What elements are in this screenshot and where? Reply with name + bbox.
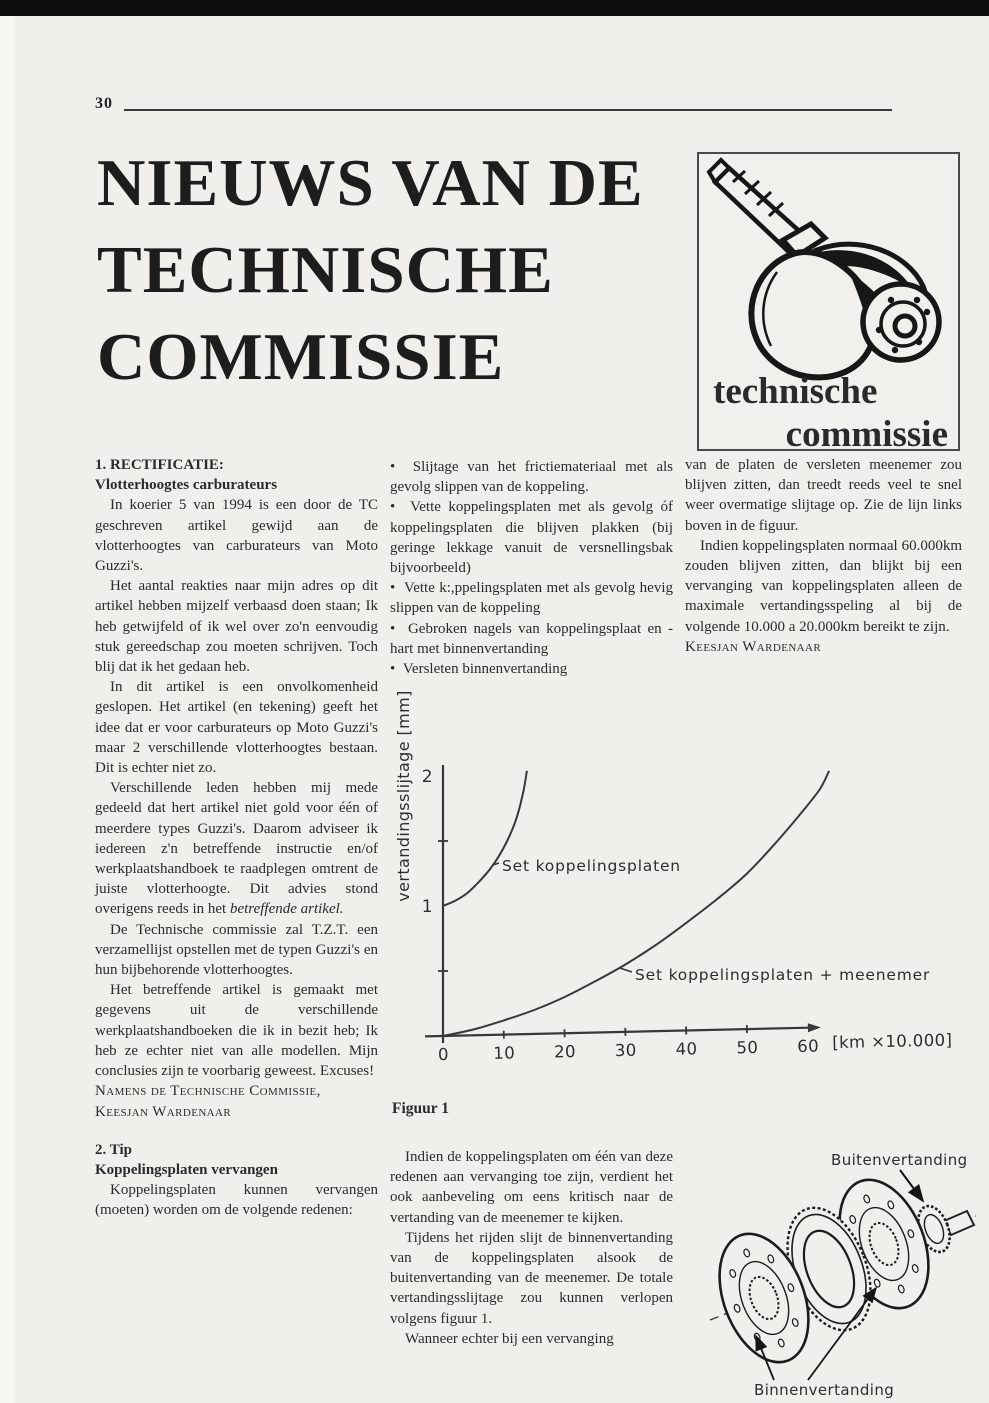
- paragraph-text: Verschillende leden hebben mij mede gedeeld dat hert artikel niet gold voor één of meerdere types Guzzi's. Daarom adviseer ik iedereen z'n betreffende instructie en/of werkplaatshandboek te raadplegen omtrent de juiste vlotterhoogte. Dit advies stond overigens reeds in het: [95, 780, 378, 918]
- tc-caption-line2: commissie: [785, 414, 948, 455]
- signature-author: Keesjan Wardenaar: [95, 1103, 232, 1120]
- curve-koppelingsplaten: [443, 771, 527, 906]
- column-3: [685, 455, 962, 657]
- series-label-leader: [619, 968, 632, 972]
- page-number: 30: [95, 95, 113, 112]
- section-1-subheading: Vlotterhoogtes carburateurs: [95, 477, 278, 494]
- paragraph: [95, 778, 378, 919]
- paragraph: van de platen de versleten meenemer zou blijven zitten, dan treedt reeds veel te snel weer overmatige slijtage op. Zie de lijn links boven in de figuur.: [685, 457, 962, 534]
- x-tick-label: 10: [493, 1043, 516, 1063]
- clutch-illustration-figure: [690, 1128, 986, 1403]
- list-item: • Gebroken nagels van koppelingsplaat en -hart met binnenvertanding: [390, 619, 673, 659]
- figure-caption: Figuur 1: [392, 1100, 449, 1117]
- binnenvertanding-label: Binnenvertanding: [754, 1381, 895, 1399]
- article-title-line1: NIEUWS VAN DE: [97, 146, 644, 220]
- series-label: Set koppelingsplaten + meenemer: [635, 966, 931, 984]
- list-item: • Vette k:,ppelingsplaten met als gevolg hevig slippen van de koppeling: [390, 578, 673, 618]
- tc-caption-line1: technische: [713, 371, 878, 412]
- y-tick-label: 2: [421, 767, 433, 787]
- paragraph: Het aantal reakties naar mijn adres op dit artikel hebben mijzelf verbaasd doen staan; Ik heb getwijfeld of ik wel over zo'n eenvoudig stuk gereedschap zou moeten schrijven. Toch blij dat ik het gedaan heb.: [95, 578, 378, 676]
- x-axis-arrow: [808, 1023, 821, 1032]
- paragraph: Wanneer echter bij een vervanging: [405, 1330, 614, 1347]
- section-2-heading: 2. Tip: [95, 1141, 132, 1158]
- paragraph: Koppelingsplaten kunnen vervangen (moeten) worden om de volgende redenen:: [95, 1182, 378, 1219]
- signature-committee: Namens de Technische Commissie,: [95, 1083, 321, 1100]
- paragraph: De Technische commissie zal T.Z.T. een verzamellijst opstellen met de typen Guzzi's en hun bijbehorende vlotterhoogtes.: [95, 921, 378, 979]
- paragraph-italic: betreffende artikel.: [229, 901, 344, 918]
- series-label: Set koppelingsplaten: [502, 857, 681, 875]
- list-item: • Vette koppelingsplaten met als gevolg óf koppelingsplaten die blijven plakken (bij geringe lekkage vanuit de versnellingsbak bijvoorbeeld): [390, 497, 673, 578]
- section-gap: [95, 1122, 378, 1140]
- list-item: • Versleten binnenvertanding: [390, 659, 673, 679]
- x-tick-label: 20: [553, 1041, 577, 1062]
- scan-left-edge: [0, 16, 14, 1403]
- curve-koppelingsplaten-meenemer: [443, 771, 829, 1036]
- article-title-line3: COMMISSIE: [97, 320, 505, 394]
- list-item: • Slijtage van het frictiemateriaal met als gevolg slippen van de koppeling.: [390, 457, 673, 497]
- wear-chart-figure: [385, 690, 985, 1080]
- section-1-heading: 1. RECTIFICATIE:: [95, 457, 224, 473]
- header-rule: [124, 109, 892, 111]
- scan-top-bar: [0, 0, 989, 16]
- clutch-exploded-illustration: [690, 1128, 986, 1403]
- paragraph: Het betreffende artikel is gemaakt met gegevens uit de verschillende werkplaatshandboeken die ik in bezit heb; Ik heb ze echter niet van alle modellen. Mijn conclusies zijn te voorbarig geweest. Excuses!: [95, 982, 378, 1080]
- section-2-subheading: Koppelingsplaten vervangen: [95, 1161, 278, 1178]
- x-axis-unit-label: [km ×10.000]: [832, 1030, 953, 1053]
- article-title: [97, 140, 644, 401]
- column-2-after-figure: [390, 1147, 673, 1349]
- x-axis-group: [425, 1020, 953, 1064]
- paragraph: Indien de koppelingsplaten om één van deze redenen aan vervanging toe zijn, verdient het ook aanbeveling om eens kritisch naar de vertanding van de meenemer te kijken.: [390, 1149, 673, 1226]
- paragraph: In koerier 5 van 1994 is een door de TC geschreven artikel gewijd aan de vlotterhoogtes van carburateurs van Moto Guzzi's.: [95, 497, 378, 575]
- technische-commissie-box: [697, 152, 960, 455]
- buitenvertanding-arrow: [900, 1170, 923, 1201]
- x-tick-label: 60: [797, 1036, 820, 1056]
- x-tick-label: 50: [736, 1037, 759, 1058]
- paragraph: Tijdens het rijden slijt de binnenvertanding van de koppelingsplaten alsook de buitenvertanding van de meenemer. De totale vertandingsslijtage zou kunnen verlopen volgens figuur 1.: [390, 1229, 673, 1327]
- crankshaft-illustration: [699, 154, 958, 394]
- x-tick-label: 30: [614, 1040, 637, 1061]
- buitenvertanding-label: Buitenvertanding: [831, 1151, 968, 1169]
- y-axis-label: vertandingsslijtage [mm]: [394, 690, 413, 902]
- signature-author: Keesjan Wardenaar: [685, 638, 822, 655]
- x-tick-label: 0: [437, 1044, 450, 1065]
- reason-list: [390, 457, 673, 679]
- column-2-bullets: [390, 457, 673, 679]
- article-title-line2: TECHNISCHE: [97, 233, 554, 307]
- column-1-rectificatie: [95, 455, 378, 1221]
- paragraph: Indien koppelingsplaten normaal 60.000km zouden blijven zitten, dan blijkt bij een vervanging van koppelingsplaten alleen de maximale vertandingsspeling al bij de volgende 10.000 a 20.000km bereikt te zijn.: [685, 537, 962, 635]
- y-tick-label: 1: [421, 897, 433, 917]
- x-tick-label: 40: [675, 1039, 698, 1059]
- wear-chart: [385, 690, 985, 1080]
- paragraph: In dit artikel is een onvolkomenheid geslopen. Het artikel (en tekening) geeft het idee dat er voor carburateurs op Moto Guzzi's maar 2 verschillende vlotterhoogtes bestaan. Dit is echter niet zo.: [95, 679, 378, 777]
